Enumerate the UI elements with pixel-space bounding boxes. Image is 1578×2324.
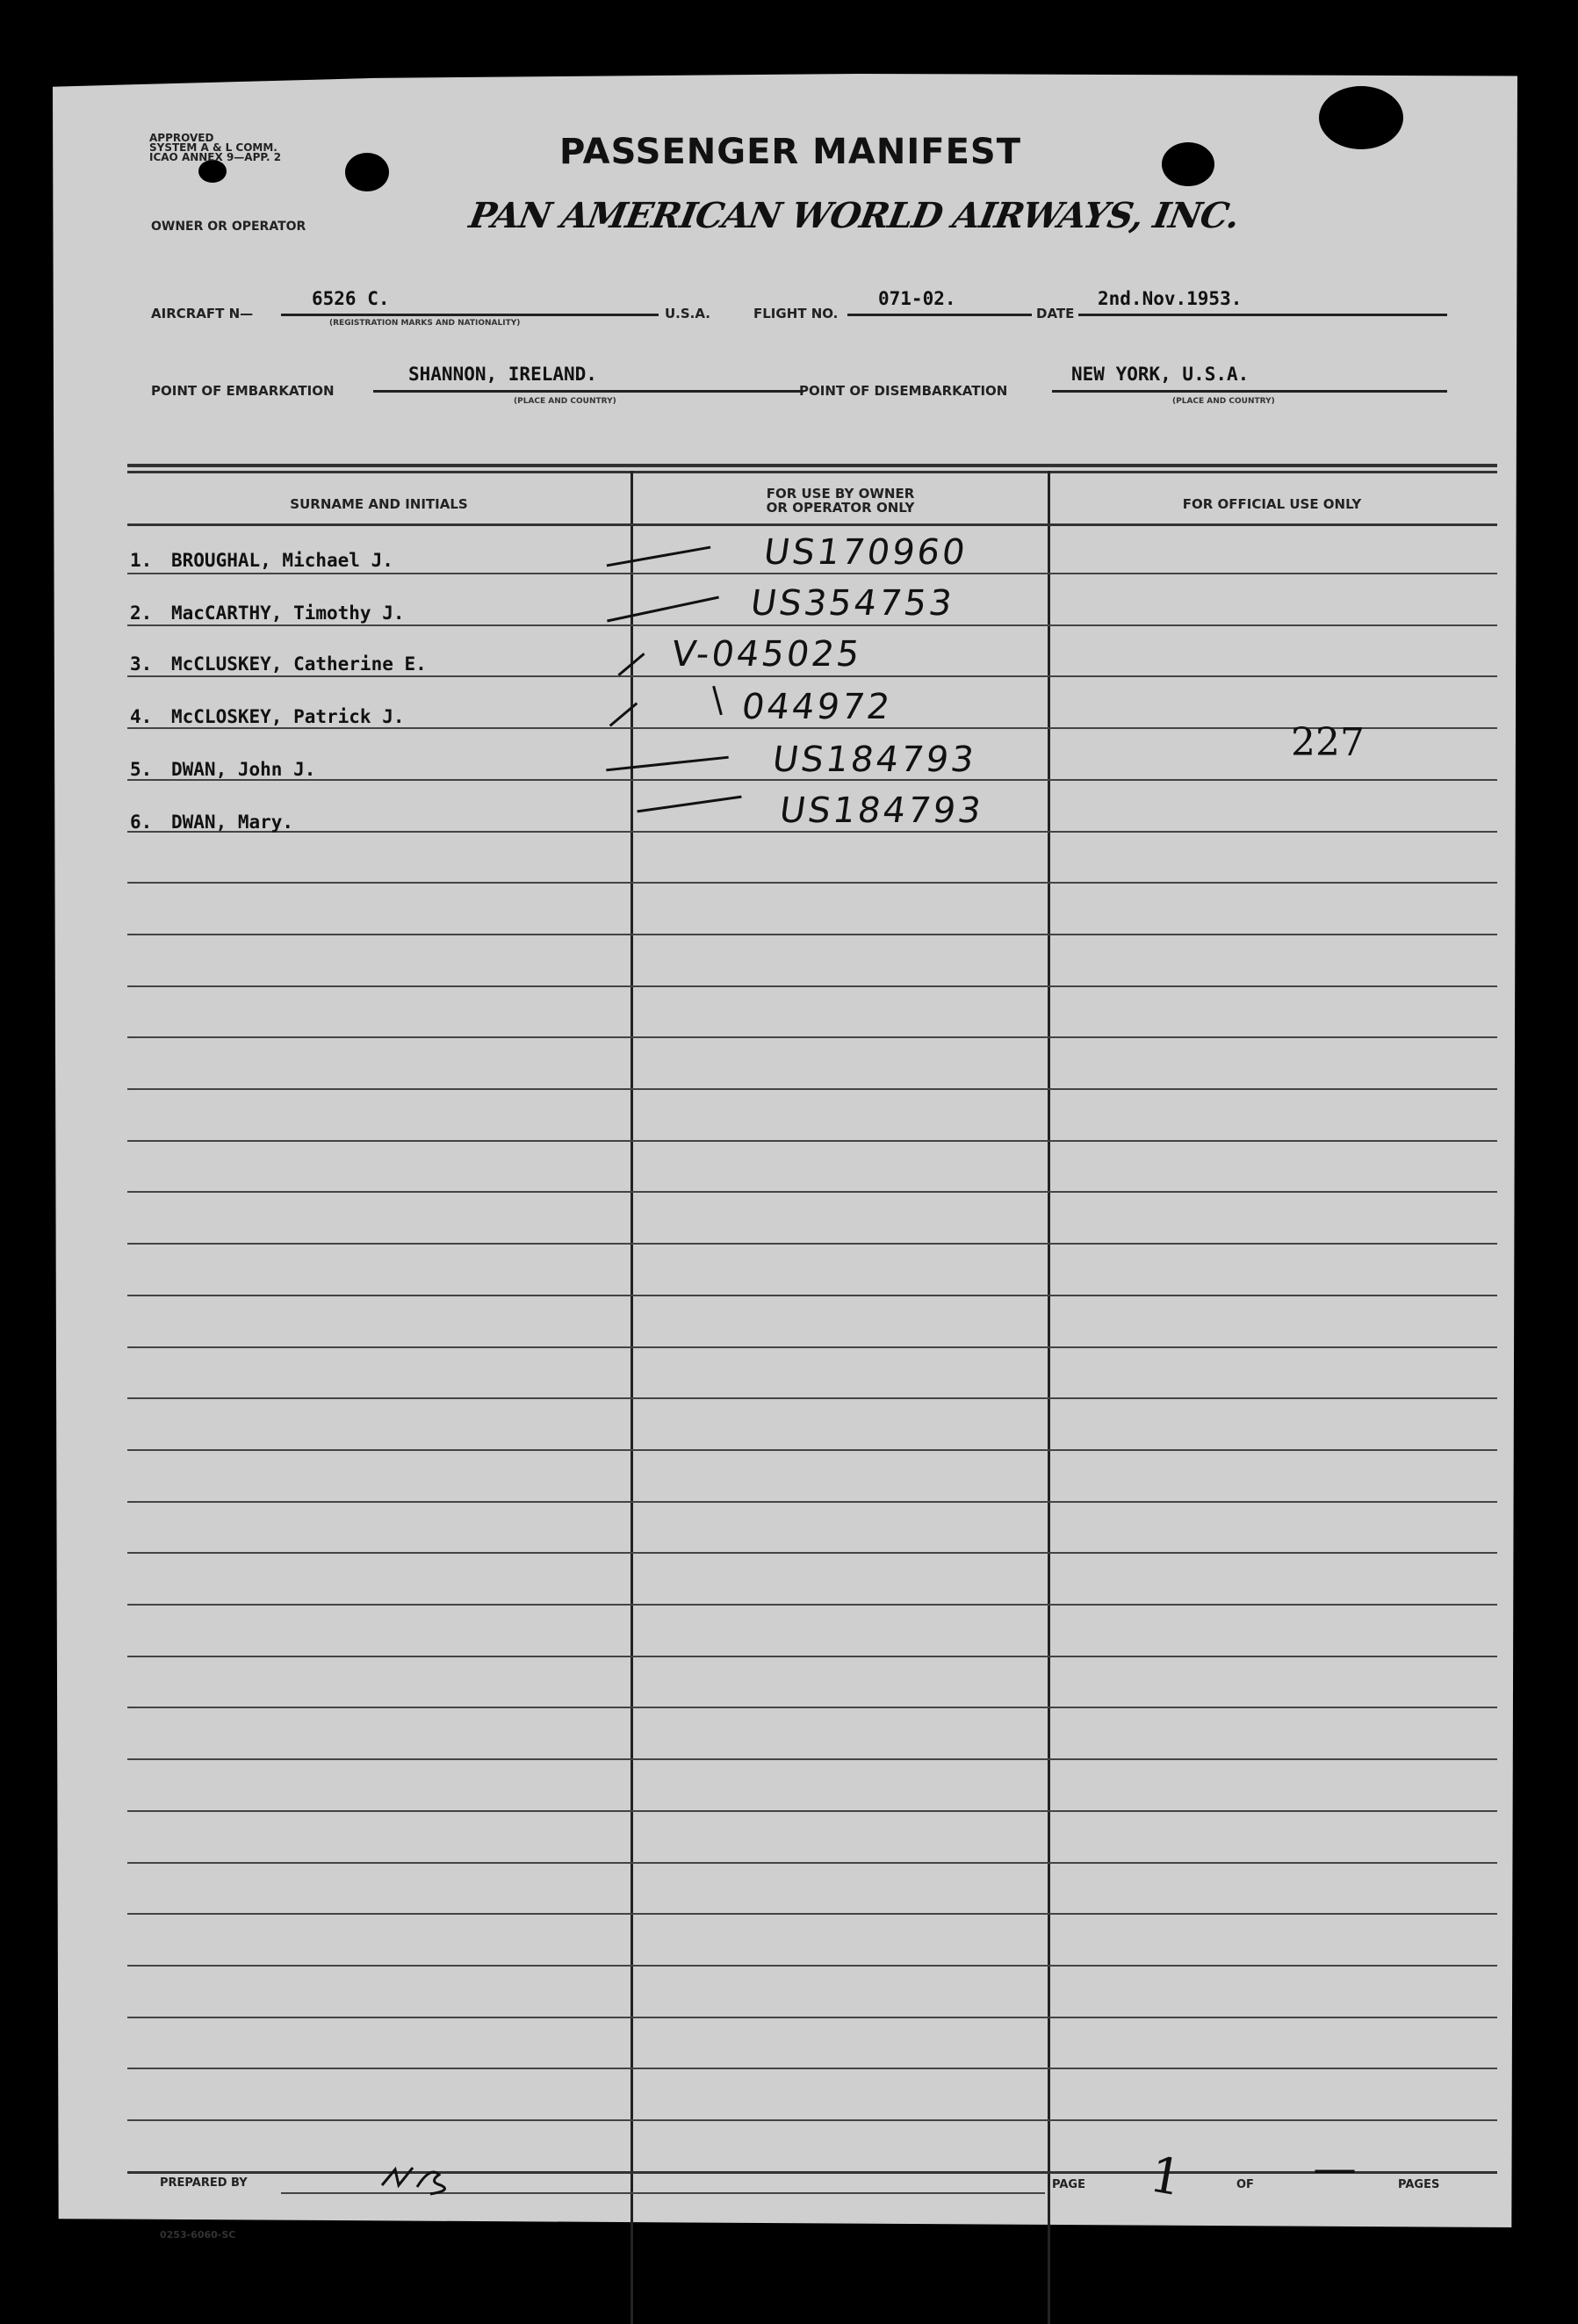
column-header-operator-line: OR OPERATOR ONLY	[766, 500, 915, 516]
table-rule-line	[127, 985, 1497, 987]
table-rule-line	[127, 1862, 1497, 1864]
passenger-name: BROUGHAL, Michael J.	[171, 550, 393, 571]
visa-number: US184793	[769, 740, 979, 780]
aircraft-note: (REGISTRATION MARKS AND NATIONALITY)	[329, 319, 521, 328]
row-number: 6.	[130, 812, 153, 833]
aircraft-label: AIRCRAFT N—	[151, 306, 254, 321]
passenger-name: DWAN, Mary.	[171, 812, 294, 833]
table-rule-line	[127, 675, 1497, 677]
table-rule-line	[127, 1397, 1497, 1399]
table-rule-line	[127, 1036, 1497, 1038]
table-rule-line	[127, 573, 1497, 574]
page-total: —	[1313, 2143, 1357, 2194]
preparer-initials	[378, 2159, 474, 2198]
visa-number: US354753	[747, 583, 957, 624]
approval-line: ICAO ANNEX 9—APP. 2	[149, 151, 282, 163]
passenger-name: MacCARTHY, Timothy J.	[171, 603, 405, 624]
table-rule-line	[127, 1707, 1497, 1708]
column-header-operator-line: FOR USE BY OWNER	[766, 486, 915, 502]
binder-hole	[1162, 142, 1214, 186]
table-rule-line	[127, 1191, 1497, 1193]
row-number: 2.	[130, 603, 153, 624]
table-rule-line	[127, 831, 1497, 833]
table-rule-line	[127, 1501, 1497, 1503]
table-rule-line	[127, 1552, 1497, 1554]
table-rule-line	[127, 934, 1497, 935]
visa-number: V-045025	[668, 634, 865, 675]
passenger-name: McCLOSKEY, Patrick J.	[171, 706, 405, 727]
table-rule-line	[127, 1913, 1497, 1915]
visa-number: US184793	[776, 790, 986, 831]
disembarkation-note: (PLACE AND COUNTRY)	[1172, 397, 1275, 406]
disembarkation-value: NEW YORK, U.S.A.	[1071, 364, 1250, 385]
flight-value: 071-02.	[878, 288, 956, 309]
row-number: 4.	[130, 706, 153, 727]
embarkation-note: (PLACE AND COUNTRY)	[514, 397, 616, 406]
approval-line: SYSTEM A & L COMM.	[149, 141, 277, 154]
table-rule-line	[127, 2119, 1497, 2121]
table-rule-line	[127, 1449, 1497, 1451]
table-rule-line	[127, 1140, 1497, 1142]
binder-hole	[345, 153, 389, 191]
official-annotation: 227	[1291, 720, 1365, 765]
table-rule-line	[127, 1810, 1497, 1812]
embarkation-value: SHANNON, IRELAND.	[408, 364, 597, 385]
table-rule-line	[127, 882, 1497, 884]
column-header-operator	[633, 487, 1048, 515]
table-rule-line	[127, 624, 1497, 626]
passenger-name: McCLUSKEY, Catherine E.	[171, 653, 427, 675]
column-header-name: SURNAME AND INITIALS	[290, 496, 468, 512]
approval-stamp	[149, 134, 281, 162]
owner-label: OWNER OR OPERATOR	[151, 220, 306, 234]
visa-number: 044972	[739, 687, 895, 727]
binder-hole	[1319, 86, 1403, 149]
passenger-name: DWAN, John J.	[171, 759, 316, 780]
row-number: 1.	[130, 550, 153, 571]
prepared-by-label: PREPARED BY	[160, 2176, 248, 2190]
flight-label: FLIGHT NO.	[753, 306, 839, 321]
date-value: 2nd.Nov.1953.	[1098, 288, 1243, 309]
table-rule-line	[127, 1346, 1497, 1348]
of-label: OF	[1236, 2178, 1254, 2191]
form-code: 0253-6060-SC	[160, 2229, 236, 2241]
table-rule-line	[127, 1088, 1497, 1090]
operator-name: PAN AMERICAN WORLD AIRWAYS, INC.	[465, 195, 1243, 236]
visa-number: US170960	[760, 532, 970, 573]
approval-line: APPROVED	[149, 132, 214, 144]
row-number: 5.	[130, 759, 153, 780]
table-rule-line	[127, 2068, 1497, 2069]
table-rule-line	[127, 2017, 1497, 2018]
page-number: 1	[1145, 2146, 1187, 2208]
aircraft-value: 6526 C.	[312, 288, 390, 309]
table-rule-line	[127, 1295, 1497, 1296]
usa-label: U.S.A.	[665, 306, 710, 321]
date-label: DATE	[1036, 306, 1075, 321]
pages-label: PAGES	[1398, 2178, 1440, 2191]
table-rule-line	[127, 1965, 1497, 1967]
embarkation-label: POINT OF EMBARKATION	[151, 383, 335, 399]
page-title: PASSENGER MANIFEST	[559, 132, 1021, 172]
table-rule-line	[127, 1243, 1497, 1245]
column-header-official: FOR OFFICIAL USE ONLY	[1182, 496, 1362, 512]
table-rule-line	[127, 1656, 1497, 1657]
row-number: 3.	[130, 653, 153, 675]
table-rule-line	[127, 1758, 1497, 1760]
page-label: PAGE	[1052, 2178, 1085, 2191]
table-rule-line	[127, 1604, 1497, 1606]
disembarkation-label: POINT OF DISEMBARKATION	[799, 383, 1008, 399]
